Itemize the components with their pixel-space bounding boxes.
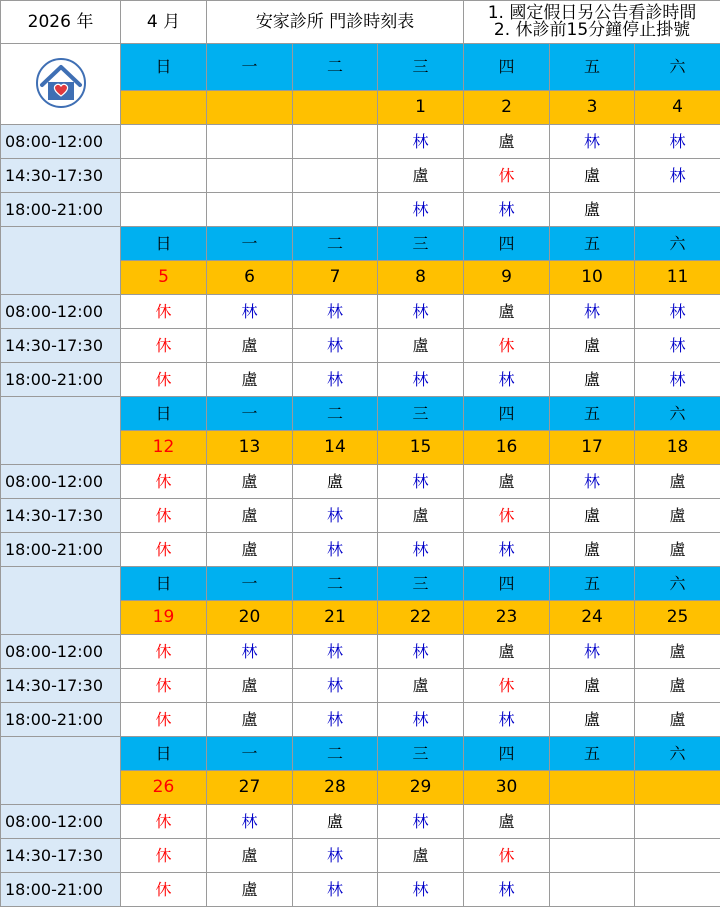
slot-row xyxy=(1,295,720,329)
doctor-cell: 林 xyxy=(635,329,720,363)
doctor-cell: 林 xyxy=(207,805,293,839)
slot-row xyxy=(1,635,720,669)
doctor-cell: 盧 xyxy=(550,193,635,227)
doctor-cell: 休 xyxy=(121,805,207,839)
clinic-house-heart-icon xyxy=(32,58,90,108)
doctor-cell: 林 xyxy=(378,805,464,839)
weekday-row xyxy=(1,567,720,601)
doctor-cell: 林 xyxy=(464,703,550,737)
weekday-header: 六 xyxy=(635,737,720,771)
time-slot-label: 18:00-21:00 xyxy=(1,533,121,567)
slot-row xyxy=(1,499,720,533)
weekday-header: 五 xyxy=(550,44,635,91)
doctor-cell: 林 xyxy=(378,533,464,567)
doctor-cell: 林 xyxy=(293,873,378,907)
date-cell xyxy=(207,91,293,125)
doctor-cell: 休 xyxy=(121,499,207,533)
date-cell: 23 xyxy=(464,601,550,635)
doctor-cell: 林 xyxy=(293,295,378,329)
time-slot-label: 08:00-12:00 xyxy=(1,125,121,159)
page-title: 安家診所 門診時刻表 xyxy=(207,1,464,44)
doctor-cell: 盧 xyxy=(207,703,293,737)
doctor-cell: 休 xyxy=(121,669,207,703)
doctor-cell: 盧 xyxy=(550,499,635,533)
doctor-cell: 林 xyxy=(550,465,635,499)
doctor-cell: 休 xyxy=(121,363,207,397)
doctor-cell: 盧 xyxy=(635,669,720,703)
doctor-cell: 林 xyxy=(378,363,464,397)
doctor-cell xyxy=(635,805,720,839)
weekday-header: 四 xyxy=(464,397,550,431)
slot-row xyxy=(1,873,720,907)
weekday-header: 五 xyxy=(550,397,635,431)
doctor-cell: 盧 xyxy=(293,465,378,499)
doctor-cell: 盧 xyxy=(464,295,550,329)
weekday-header: 日 xyxy=(121,737,207,771)
weekday-header: 一 xyxy=(207,227,293,261)
weekday-header: 日 xyxy=(121,44,207,91)
doctor-cell: 林 xyxy=(464,873,550,907)
doctor-cell: 休 xyxy=(121,635,207,669)
time-slot-label: 14:30-17:30 xyxy=(1,499,121,533)
weekday-header: 三 xyxy=(378,44,464,91)
doctor-cell xyxy=(293,159,378,193)
doctor-cell: 林 xyxy=(293,703,378,737)
weekday-header: 六 xyxy=(635,227,720,261)
doctor-cell: 林 xyxy=(293,635,378,669)
weekday-header: 四 xyxy=(464,737,550,771)
weekday-header: 四 xyxy=(464,44,550,91)
date-cell: 4 xyxy=(635,91,720,125)
date-cell: 10 xyxy=(550,261,635,295)
doctor-cell: 盧 xyxy=(207,499,293,533)
date-cell: 19 xyxy=(121,601,207,635)
notice-holiday: 1. 國定假日另公告看診時間 xyxy=(487,3,697,23)
slot-row xyxy=(1,669,720,703)
weekday-header: 日 xyxy=(121,227,207,261)
weekday-header: 四 xyxy=(464,567,550,601)
weekday-header: 五 xyxy=(550,737,635,771)
clinic-logo xyxy=(1,44,121,125)
doctor-cell: 林 xyxy=(293,499,378,533)
date-cell xyxy=(293,91,378,125)
doctor-cell: 盧 xyxy=(550,703,635,737)
weekday-header: 二 xyxy=(293,567,378,601)
weekday-header: 二 xyxy=(293,737,378,771)
weekday-header: 二 xyxy=(293,397,378,431)
weekday-header: 一 xyxy=(207,737,293,771)
doctor-cell: 盧 xyxy=(378,499,464,533)
doctor-cell: 盧 xyxy=(378,839,464,873)
doctor-cell: 林 xyxy=(550,295,635,329)
time-slot-label: 08:00-12:00 xyxy=(1,805,121,839)
weekday-header: 一 xyxy=(207,567,293,601)
doctor-cell: 林 xyxy=(635,125,720,159)
doctor-cell: 林 xyxy=(464,533,550,567)
doctor-cell: 林 xyxy=(464,363,550,397)
weekday-header: 三 xyxy=(378,567,464,601)
weekday-row xyxy=(1,737,720,771)
weekday-header: 五 xyxy=(550,227,635,261)
date-cell: 17 xyxy=(550,431,635,465)
doctor-cell: 休 xyxy=(121,295,207,329)
doctor-cell xyxy=(207,125,293,159)
doctor-cell: 盧 xyxy=(207,873,293,907)
slot-row xyxy=(1,703,720,737)
slot-row xyxy=(1,805,720,839)
doctor-cell: 盧 xyxy=(550,669,635,703)
weekday-row xyxy=(1,397,720,431)
doctor-cell: 盧 xyxy=(464,805,550,839)
slot-row xyxy=(1,329,720,363)
doctor-cell: 盧 xyxy=(550,363,635,397)
slot-row xyxy=(1,839,720,873)
date-cell: 3 xyxy=(550,91,635,125)
doctor-cell: 林 xyxy=(207,635,293,669)
weekday-header: 五 xyxy=(550,567,635,601)
doctor-cell: 盧 xyxy=(464,635,550,669)
doctor-cell: 休 xyxy=(121,703,207,737)
doctor-cell xyxy=(635,873,720,907)
doctor-cell: 盧 xyxy=(207,363,293,397)
doctor-cell xyxy=(293,125,378,159)
date-cell: 14 xyxy=(293,431,378,465)
doctor-cell: 林 xyxy=(635,363,720,397)
doctor-cell: 盧 xyxy=(293,805,378,839)
week-spacer xyxy=(1,227,121,295)
week-spacer xyxy=(1,397,121,465)
doctor-cell: 休 xyxy=(121,873,207,907)
doctor-cell: 林 xyxy=(293,363,378,397)
date-cell: 15 xyxy=(378,431,464,465)
slot-row xyxy=(1,363,720,397)
doctor-cell xyxy=(121,159,207,193)
weekday-header: 三 xyxy=(378,737,464,771)
doctor-cell: 盧 xyxy=(635,533,720,567)
doctor-cell xyxy=(293,193,378,227)
weekday-header: 日 xyxy=(121,567,207,601)
date-cell: 9 xyxy=(464,261,550,295)
doctor-cell: 盧 xyxy=(378,669,464,703)
slot-row xyxy=(1,125,720,159)
doctor-cell xyxy=(635,193,720,227)
date-cell: 13 xyxy=(207,431,293,465)
doctor-cell xyxy=(635,839,720,873)
slot-row xyxy=(1,193,720,227)
doctor-cell: 林 xyxy=(550,125,635,159)
weekday-header: 三 xyxy=(378,397,464,431)
time-slot-label: 18:00-21:00 xyxy=(1,703,121,737)
doctor-cell: 盧 xyxy=(207,533,293,567)
doctor-cell: 林 xyxy=(378,295,464,329)
doctor-cell: 林 xyxy=(293,329,378,363)
date-cell: 20 xyxy=(207,601,293,635)
time-slot-label: 14:30-17:30 xyxy=(1,839,121,873)
date-cell: 26 xyxy=(121,771,207,805)
doctor-cell xyxy=(550,805,635,839)
slot-row xyxy=(1,465,720,499)
weekday-row xyxy=(1,227,720,261)
time-slot-label: 18:00-21:00 xyxy=(1,873,121,907)
doctor-cell xyxy=(121,193,207,227)
doctor-cell: 林 xyxy=(293,839,378,873)
doctor-cell xyxy=(550,839,635,873)
date-cell: 21 xyxy=(293,601,378,635)
notice-registration: 2. 休診前15分鐘停止掛號 xyxy=(493,20,691,40)
doctor-cell: 林 xyxy=(378,193,464,227)
weekday-header: 二 xyxy=(293,44,378,91)
weekday-header: 一 xyxy=(207,397,293,431)
time-slot-label: 08:00-12:00 xyxy=(1,465,121,499)
doctor-cell xyxy=(121,125,207,159)
doctor-cell: 林 xyxy=(378,465,464,499)
date-cell xyxy=(635,771,720,805)
doctor-cell: 林 xyxy=(464,193,550,227)
time-slot-label: 14:30-17:30 xyxy=(1,669,121,703)
doctor-cell: 休 xyxy=(464,329,550,363)
doctor-cell: 休 xyxy=(464,499,550,533)
weekday-header: 二 xyxy=(293,227,378,261)
time-slot-label: 08:00-12:00 xyxy=(1,295,121,329)
weekday-header: 三 xyxy=(378,227,464,261)
doctor-cell: 林 xyxy=(293,533,378,567)
doctor-cell: 盧 xyxy=(207,465,293,499)
doctor-cell: 盧 xyxy=(378,159,464,193)
doctor-cell: 盧 xyxy=(550,329,635,363)
doctor-cell: 休 xyxy=(121,329,207,363)
weekday-header: 一 xyxy=(207,44,293,91)
doctor-cell: 林 xyxy=(378,873,464,907)
doctor-cell: 盧 xyxy=(464,125,550,159)
date-cell: 7 xyxy=(293,261,378,295)
date-cell: 30 xyxy=(464,771,550,805)
doctor-cell xyxy=(207,193,293,227)
doctor-cell: 林 xyxy=(293,669,378,703)
doctor-cell xyxy=(207,159,293,193)
time-slot-label: 08:00-12:00 xyxy=(1,635,121,669)
date-cell: 28 xyxy=(293,771,378,805)
date-cell: 24 xyxy=(550,601,635,635)
doctor-cell: 林 xyxy=(378,635,464,669)
doctor-cell: 盧 xyxy=(635,635,720,669)
doctor-cell: 盧 xyxy=(550,533,635,567)
date-cell: 8 xyxy=(378,261,464,295)
doctor-cell: 盧 xyxy=(207,839,293,873)
doctor-cell: 盧 xyxy=(635,499,720,533)
doctor-cell: 盧 xyxy=(207,669,293,703)
date-cell: 5 xyxy=(121,261,207,295)
notice-box xyxy=(464,1,720,44)
weekday-row xyxy=(1,44,720,91)
header-row xyxy=(1,1,720,44)
slot-row xyxy=(1,533,720,567)
doctor-cell: 林 xyxy=(207,295,293,329)
doctor-cell: 盧 xyxy=(464,465,550,499)
date-cell xyxy=(121,91,207,125)
week-spacer xyxy=(1,567,121,635)
date-cell: 25 xyxy=(635,601,720,635)
month-label: 4 月 xyxy=(121,1,207,44)
weekday-header: 四 xyxy=(464,227,550,261)
doctor-cell: 休 xyxy=(464,839,550,873)
doctor-cell: 休 xyxy=(464,159,550,193)
doctor-cell: 盧 xyxy=(378,329,464,363)
doctor-cell xyxy=(550,873,635,907)
year-label: 2026 年 xyxy=(1,1,121,44)
date-cell: 2 xyxy=(464,91,550,125)
weekday-header: 六 xyxy=(635,44,720,91)
time-slot-label: 14:30-17:30 xyxy=(1,159,121,193)
date-cell: 11 xyxy=(635,261,720,295)
date-cell: 12 xyxy=(121,431,207,465)
date-cell: 22 xyxy=(378,601,464,635)
date-cell: 1 xyxy=(378,91,464,125)
doctor-cell: 林 xyxy=(635,159,720,193)
time-slot-label: 18:00-21:00 xyxy=(1,193,121,227)
date-cell: 6 xyxy=(207,261,293,295)
doctor-cell: 休 xyxy=(121,533,207,567)
weekday-header: 日 xyxy=(121,397,207,431)
date-cell: 18 xyxy=(635,431,720,465)
doctor-cell: 休 xyxy=(121,465,207,499)
doctor-cell: 盧 xyxy=(635,703,720,737)
doctor-cell: 盧 xyxy=(635,465,720,499)
doctor-cell: 盧 xyxy=(207,329,293,363)
date-cell: 29 xyxy=(378,771,464,805)
doctor-cell: 林 xyxy=(378,703,464,737)
doctor-cell: 盧 xyxy=(550,159,635,193)
slot-row xyxy=(1,159,720,193)
weekday-header: 六 xyxy=(635,567,720,601)
doctor-cell: 休 xyxy=(121,839,207,873)
date-cell xyxy=(550,771,635,805)
weekday-header: 六 xyxy=(635,397,720,431)
date-cell: 16 xyxy=(464,431,550,465)
doctor-cell: 林 xyxy=(550,635,635,669)
time-slot-label: 14:30-17:30 xyxy=(1,329,121,363)
doctor-cell: 休 xyxy=(464,669,550,703)
date-cell: 27 xyxy=(207,771,293,805)
week-spacer xyxy=(1,737,121,805)
time-slot-label: 18:00-21:00 xyxy=(1,363,121,397)
doctor-cell: 林 xyxy=(635,295,720,329)
doctor-cell: 林 xyxy=(378,125,464,159)
